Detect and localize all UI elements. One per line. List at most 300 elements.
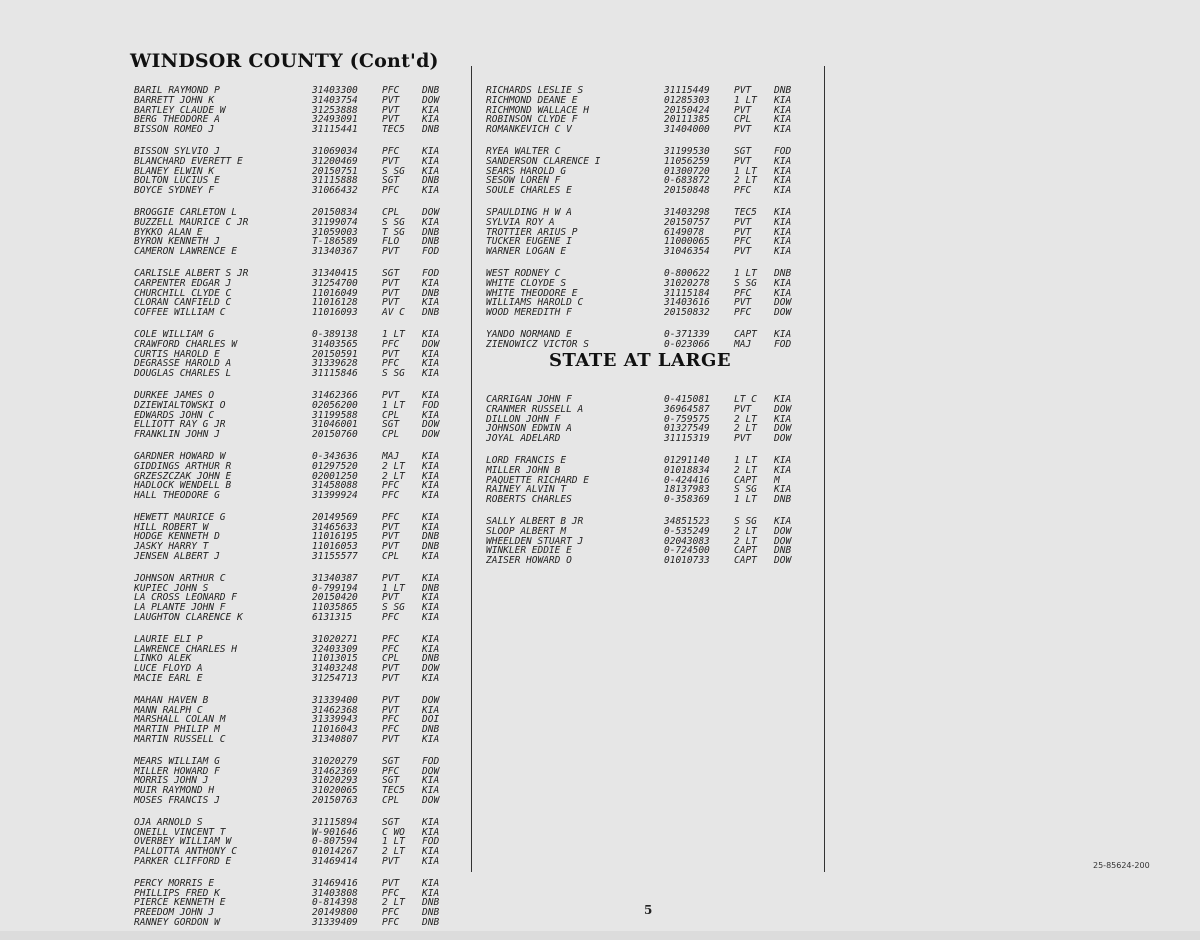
serial-number: 31340807 <box>312 734 358 746</box>
rank: PVT <box>734 124 752 136</box>
rank: PFC <box>734 287 752 299</box>
serial-number: 31403808 <box>312 887 358 899</box>
casualty-status: KIA <box>422 145 440 157</box>
casualty-name: DOUGLAS CHARLES L <box>134 368 232 380</box>
rank: 2 LT <box>382 460 405 472</box>
serial-number: 20150757 <box>664 216 710 228</box>
rank: 1 LT <box>734 267 757 279</box>
serial-number: 6149078 <box>664 226 705 238</box>
casualty-status: KIA <box>422 572 440 584</box>
casualty-name: LORD FRANCIS E <box>486 454 567 466</box>
rank: PVT <box>382 694 400 706</box>
entry-group <box>134 818 458 867</box>
casualty-status: KIA <box>422 348 440 360</box>
entry-group <box>486 269 810 318</box>
casualty-name: BISSON SYLVIO J <box>134 145 220 157</box>
entry-group <box>486 208 810 257</box>
casualty-status: KIA <box>422 673 440 685</box>
casualty-status: KIA <box>774 277 792 289</box>
casualty-name: CRAWFORD CHARLES W <box>134 338 237 350</box>
rank: S SG <box>734 515 757 527</box>
serial-number: 0-759575 <box>664 413 710 425</box>
casualty-status: KIA <box>774 246 792 258</box>
casualty-name: WHITE CLOYDE S <box>486 277 567 289</box>
serial-number: 31403248 <box>312 663 358 675</box>
rank: PVT <box>734 403 752 415</box>
serial-number: 31469414 <box>312 856 358 867</box>
rank: LT C <box>734 394 757 405</box>
casualty-entry <box>134 308 458 318</box>
casualty-name: LUCE FLOYD A <box>134 663 203 675</box>
serial-number: 31199588 <box>312 409 358 421</box>
rank: PVT <box>734 297 752 309</box>
casualty-name: OJA ARNOLD S <box>134 816 203 828</box>
rank: 2 LT <box>734 525 757 537</box>
casualty-status: DOW <box>774 555 792 567</box>
casualty-name: SOULE CHARLES E <box>486 185 572 197</box>
serial-number: 31404000 <box>664 124 710 136</box>
casualty-name: JOYAL ADELARD <box>486 433 561 445</box>
casualty-status: KIA <box>422 511 440 523</box>
casualty-status: KIA <box>774 236 792 248</box>
rank: PVT <box>734 433 752 445</box>
casualty-status: DOW <box>774 297 792 309</box>
casualty-status: FOD <box>774 338 792 350</box>
rank: CAPT <box>734 545 757 557</box>
casualty-name: MILLER HOWARD F <box>134 765 220 777</box>
serial-number: 31059003 <box>312 226 358 238</box>
casualty-name: MOSES FRANCIS J <box>134 795 220 807</box>
casualty-name: BISSON ROMEO J <box>134 124 215 136</box>
casualty-name: ONEILL VINCENT T <box>134 826 226 838</box>
casualty-status: M <box>774 474 780 486</box>
casualty-name: TROTTIER ARIUS P <box>486 226 578 238</box>
casualty-entry <box>134 735 458 745</box>
rank: PVT <box>734 216 752 228</box>
casualty-status: KIA <box>422 470 440 482</box>
casualty-name: RYEA WALTER C <box>486 145 561 157</box>
casualty-status: KIA <box>774 104 792 116</box>
print-code: 25-85624-200 <box>1093 861 1150 870</box>
casualty-status: DNB <box>422 541 440 553</box>
casualty-entry <box>486 556 810 566</box>
page-number: 5 <box>644 903 653 917</box>
entry-group <box>134 330 458 379</box>
casualty-name: PAQUETTE RICHARD E <box>486 474 589 486</box>
serial-number: 0-424416 <box>664 474 710 486</box>
casualty-name: CRANMER RUSSELL A <box>486 403 584 415</box>
rank: PVT <box>734 226 752 238</box>
bleed-through-text <box>928 52 1158 62</box>
casualty-name: WINKLER EDDIE E <box>486 545 572 557</box>
serial-number: 31465633 <box>312 521 358 533</box>
serial-number: 20149569 <box>312 511 358 523</box>
casualty-name: PALLOTTA ANTHONY C <box>134 846 237 858</box>
casualty-name: JASKY HARRY T <box>134 541 209 553</box>
serial-number: 31115184 <box>664 287 710 299</box>
rank: PFC <box>382 916 400 928</box>
rank: SGT <box>382 419 400 431</box>
rank: S SG <box>382 602 405 614</box>
casualty-status: FOD <box>422 755 440 767</box>
casualty-name: RICHARDS LESLIE S <box>486 85 584 96</box>
casualty-name: LAWRENCE CHARLES H <box>134 643 237 655</box>
rank: PVT <box>382 673 400 685</box>
serial-number: 31020278 <box>664 277 710 289</box>
rank: PVT <box>734 104 752 116</box>
serial-number: 32403309 <box>312 643 358 655</box>
rank: PVT <box>382 531 400 543</box>
casualty-name: WHEELDEN STUART J <box>486 535 584 547</box>
casualty-name: BARTLEY CLAUDE W <box>134 104 226 116</box>
state-at-large-heading: STATE AT LARGE <box>549 350 732 371</box>
serial-number: W-901646 <box>312 826 358 838</box>
serial-number: 31115449 <box>664 85 710 96</box>
casualty-status: FOD <box>422 246 440 258</box>
serial-number: 31020279 <box>312 755 358 767</box>
serial-number: 31403300 <box>312 85 358 96</box>
serial-number: 20150760 <box>312 429 358 441</box>
casualty-status: DOW <box>422 795 440 807</box>
casualty-name: HODGE KENNETH D <box>134 531 220 543</box>
entry-group <box>134 696 458 745</box>
rank: PFC <box>734 185 752 197</box>
serial-number: 20150591 <box>312 348 358 360</box>
casualty-status: KIA <box>774 94 792 106</box>
rank: SGT <box>382 755 400 767</box>
rank: S SG <box>382 216 405 228</box>
casualty-status: KIA <box>774 165 792 177</box>
casualty-name: ROBERTS CHARLES <box>486 494 572 506</box>
casualty-status: KIA <box>774 464 792 476</box>
casualty-name: PARKER CLIFFORD E <box>134 856 232 867</box>
casualty-status: DOW <box>422 206 440 218</box>
rank: PFC <box>382 338 400 350</box>
casualty-name: FRANKLIN JOHN J <box>134 429 220 441</box>
casualty-entry <box>486 125 810 135</box>
casualty-entry <box>486 434 810 444</box>
casualty-name: HILL ROBERT W <box>134 521 209 533</box>
serial-number: 0-814398 <box>312 897 358 909</box>
casualty-name: BOYCE SYDNEY F <box>134 185 215 197</box>
casualty-entry <box>486 186 810 196</box>
rank: FLO <box>382 236 400 248</box>
casualty-status: KIA <box>774 484 792 496</box>
serial-number: 31115846 <box>312 368 358 380</box>
serial-number: 31200469 <box>312 155 358 167</box>
casualty-status: KIA <box>422 155 440 167</box>
casualty-name: LINKO ALEK <box>134 653 192 665</box>
entry-group <box>486 395 810 444</box>
serial-number: 31254700 <box>312 277 358 289</box>
casualty-status: DNB <box>774 267 792 279</box>
casualty-name: BYRON KENNETH J <box>134 236 220 248</box>
serial-number: 31399924 <box>312 490 358 502</box>
serial-number: 6131315 <box>312 612 353 624</box>
left-roster-column <box>134 86 458 940</box>
casualty-status: DNB <box>422 175 440 187</box>
rank: PFC <box>382 887 400 899</box>
serial-number: 31403565 <box>312 338 358 350</box>
casualty-status: KIA <box>422 704 440 716</box>
casualty-status: DOW <box>422 663 440 675</box>
serial-number: 31339400 <box>312 694 358 706</box>
rank: AV C <box>382 307 405 319</box>
rank: PVT <box>734 85 752 96</box>
serial-number: 0-358369 <box>664 494 710 506</box>
rank: PVT <box>382 246 400 258</box>
serial-number: 34851523 <box>664 515 710 527</box>
entry-group <box>134 147 458 196</box>
serial-number: 01014267 <box>312 846 358 858</box>
serial-number: 31253888 <box>312 104 358 116</box>
casualty-name: HADLOCK WENDELL B <box>134 480 232 492</box>
casualty-entry <box>486 308 810 318</box>
serial-number: 20150424 <box>664 104 710 116</box>
serial-number: 31069034 <box>312 145 358 157</box>
casualty-status: DNB <box>422 724 440 736</box>
casualty-name: RICHMOND WALLACE H <box>486 104 589 116</box>
casualty-name: JOHNSON ARTHUR C <box>134 572 226 584</box>
casualty-name: MARTIN PHILIP M <box>134 724 220 736</box>
serial-number: 31066432 <box>312 185 358 197</box>
rank: PFC <box>382 907 400 919</box>
serial-number: 31458088 <box>312 480 358 492</box>
casualty-entry <box>486 495 810 505</box>
casualty-status: DNB <box>422 287 440 299</box>
rank: SGT <box>382 816 400 828</box>
casualty-name: SLOOP ALBERT M <box>486 525 567 537</box>
serial-number: 20150420 <box>312 592 358 604</box>
rank: 2 LT <box>382 470 405 482</box>
rank: 2 LT <box>382 897 405 909</box>
rank: PFC <box>734 307 752 319</box>
casualty-status: DNB <box>422 124 440 136</box>
casualty-name: ELLIOTT RAY G JR <box>134 419 226 431</box>
casualty-status: DOW <box>774 307 792 319</box>
casualty-status: KIA <box>422 592 440 604</box>
rank: PVT <box>382 155 400 167</box>
rank: SGT <box>734 145 752 157</box>
casualty-name: MACIE EARL E <box>134 673 203 685</box>
rank: CPL <box>382 429 400 441</box>
casualty-status: KIA <box>422 826 440 838</box>
serial-number: 31115888 <box>312 175 358 187</box>
casualty-status: KIA <box>422 165 440 177</box>
serial-number: 31340415 <box>312 267 358 279</box>
casualty-name: WOOD MEREDITH F <box>486 307 572 319</box>
entry-group <box>134 879 458 928</box>
casualty-name: RAINEY ALVIN T <box>486 484 567 496</box>
casualty-name: MANN RALPH C <box>134 704 203 716</box>
casualty-status: KIA <box>422 551 440 563</box>
casualty-name: ROMANKEVICH C V <box>486 124 572 136</box>
casualty-status: KIA <box>422 409 440 421</box>
rank: 2 LT <box>734 464 757 476</box>
casualty-name: DZIEWIALTOWSKI O <box>134 399 226 411</box>
rank: PVT <box>382 856 400 867</box>
rank: SGT <box>382 175 400 187</box>
casualty-status: KIA <box>774 394 792 405</box>
casualty-name: GIDDINGS ARTHUR R <box>134 460 232 472</box>
casualty-name: MEARS WILLIAM G <box>134 755 220 767</box>
casualty-name: BOLTON LUCIUS E <box>134 175 220 187</box>
casualty-name: SYLVIA ROY A <box>486 216 555 228</box>
casualty-name: COFFEE WILLIAM C <box>134 307 226 319</box>
rank: PFC <box>382 724 400 736</box>
casualty-name: WHITE THEODORE E <box>486 287 578 299</box>
rank: PVT <box>382 297 400 309</box>
rank: MAJ <box>382 450 400 462</box>
casualty-name: YANDO NORMAND E <box>486 328 572 340</box>
entry-group <box>134 452 458 501</box>
casualty-status: KIA <box>422 114 440 126</box>
casualty-entry <box>134 796 458 806</box>
entry-group <box>134 574 458 623</box>
rank: 2 LT <box>382 846 405 858</box>
casualty-entry <box>134 125 458 135</box>
casualty-status: KIA <box>422 602 440 614</box>
serial-number: 31046354 <box>664 246 710 258</box>
right-roster-column <box>486 86 810 362</box>
casualty-name: PERCY MORRIS E <box>134 877 215 889</box>
rank: PFC <box>382 358 400 370</box>
serial-number: 36964587 <box>664 403 710 415</box>
casualty-status: KIA <box>422 297 440 309</box>
serial-number: 01291140 <box>664 454 710 466</box>
casualty-name: LA PLANTE JOHN F <box>134 602 226 614</box>
casualty-entry <box>134 613 458 623</box>
serial-number: 31046001 <box>312 419 358 431</box>
rank: 2 LT <box>734 413 757 425</box>
casualty-name: CARLISLE ALBERT S JR <box>134 267 249 279</box>
rank: SGT <box>382 267 400 279</box>
serial-number: 11016043 <box>312 724 358 736</box>
casualty-entry <box>134 369 458 379</box>
serial-number: 31155577 <box>312 551 358 563</box>
rank: S SG <box>382 368 405 380</box>
rank: 1 LT <box>382 836 405 848</box>
casualty-name: MAHAN HAVEN B <box>134 694 209 706</box>
serial-number: 11000065 <box>664 236 710 248</box>
casualty-status: KIA <box>422 521 440 533</box>
rank: S SG <box>382 165 405 177</box>
casualty-status: DOW <box>774 423 792 435</box>
rank: PFC <box>382 480 400 492</box>
casualty-status: KIA <box>422 785 440 797</box>
rank: 1 LT <box>734 494 757 506</box>
serial-number: 0-535249 <box>664 525 710 537</box>
casualty-name: CAMERON LAWRENCE E <box>134 246 237 258</box>
rank: CPL <box>382 653 400 665</box>
serial-number: 20149800 <box>312 907 358 919</box>
casualty-status: KIA <box>774 206 792 218</box>
casualty-status: DNB <box>422 226 440 238</box>
serial-number: 31115894 <box>312 816 358 828</box>
entry-group <box>486 517 810 566</box>
entry-group <box>486 330 810 350</box>
rank: PVT <box>382 734 400 746</box>
rank: CPL <box>382 409 400 421</box>
casualty-name: CARPENTER EDGAR J <box>134 277 232 289</box>
rank: PFC <box>382 765 400 777</box>
serial-number: 31340367 <box>312 246 358 258</box>
casualty-status: DNB <box>422 907 440 919</box>
casualty-status: DNB <box>422 897 440 909</box>
serial-number: 11056259 <box>664 155 710 167</box>
serial-number: 0-343636 <box>312 450 358 462</box>
casualty-entry <box>134 857 458 867</box>
casualty-status: DNB <box>422 582 440 594</box>
casualty-name: DURKEE JAMES O <box>134 389 215 401</box>
rank: PVT <box>382 94 400 106</box>
serial-number: 31199074 <box>312 216 358 228</box>
casualty-status: KIA <box>422 328 440 340</box>
rank: PFC <box>382 185 400 197</box>
casualty-status: KIA <box>774 175 792 187</box>
casualty-status: DOW <box>422 429 440 441</box>
casualty-name: BERG THEODORE A <box>134 114 220 126</box>
entry-group <box>134 391 458 440</box>
casualty-name: PHILLIPS FRED K <box>134 887 220 899</box>
serial-number: 01285303 <box>664 94 710 106</box>
casualty-status: KIA <box>774 114 792 126</box>
serial-number: 31403616 <box>664 297 710 309</box>
serial-number: 31115319 <box>664 433 710 445</box>
casualty-status: KIA <box>422 734 440 746</box>
casualty-status: DNB <box>422 653 440 665</box>
rank: PFC <box>382 511 400 523</box>
casualty-status: KIA <box>774 216 792 228</box>
casualty-name: ZAISER HOWARD O <box>486 555 572 567</box>
rank: PVT <box>382 389 400 401</box>
rank: PVT <box>382 348 400 360</box>
entry-group <box>134 269 458 318</box>
serial-number: 0-371339 <box>664 328 710 340</box>
serial-number: 20150763 <box>312 795 358 807</box>
serial-number: 0-800622 <box>664 267 710 279</box>
casualty-status: KIA <box>422 216 440 228</box>
casualty-name: BUZZELL MAURICE C JR <box>134 216 249 228</box>
rank: 1 LT <box>734 454 757 466</box>
serial-number: 31020293 <box>312 775 358 787</box>
rank: PVT <box>382 592 400 604</box>
casualty-status: FOD <box>422 399 440 411</box>
casualty-name: LAURIE ELI P <box>134 633 203 645</box>
casualty-status: DNB <box>774 85 792 96</box>
entry-group <box>134 757 458 806</box>
rank: PVT <box>382 663 400 675</box>
casualty-status: DOW <box>774 525 792 537</box>
rank: CPL <box>382 551 400 563</box>
casualty-status: KIA <box>774 328 792 340</box>
casualty-name: DILLON JOHN F <box>486 413 561 425</box>
serial-number: 11035865 <box>312 602 358 614</box>
casualty-status: FOD <box>774 145 792 157</box>
casualty-status: FOD <box>422 836 440 848</box>
rank: PVT <box>382 541 400 553</box>
serial-number: 31115441 <box>312 124 358 136</box>
casualty-name: KUPIEC JOHN S <box>134 582 209 594</box>
serial-number: 31462369 <box>312 765 358 777</box>
serial-number: 11016049 <box>312 287 358 299</box>
serial-number: 20111385 <box>664 114 710 126</box>
serial-number: T-186589 <box>312 236 358 248</box>
rank: PVT <box>734 155 752 167</box>
casualty-status: DOW <box>422 765 440 777</box>
casualty-name: MORRIS JOHN J <box>134 775 209 787</box>
casualty-status: DNB <box>422 85 440 96</box>
